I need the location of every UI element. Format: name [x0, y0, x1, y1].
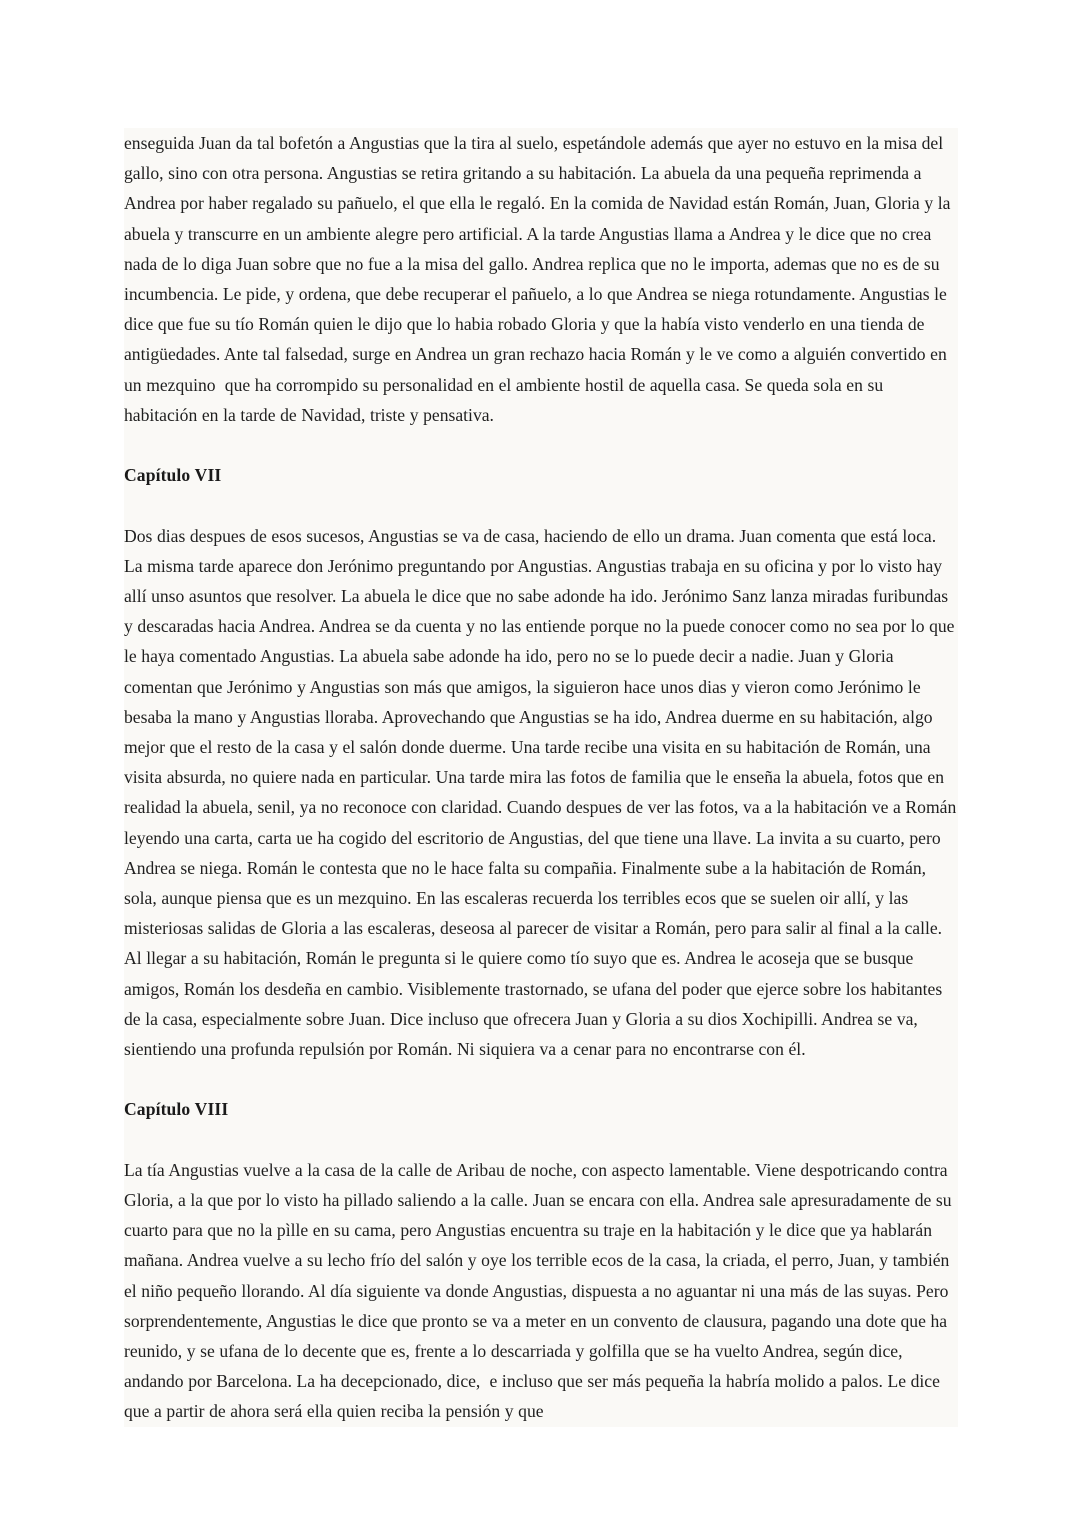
block-spacer [124, 490, 958, 520]
heading-capitulo-viii: Capítulo VIII [124, 1099, 229, 1120]
paragraph-chapter-viii-summary: La tía Angustias vuelve a la casa de la calle de Aribau de noche, con aspecto lamentable. Viene despotricando contra Gloria, a la que por lo visto ha pillado saliendo a la calle. Juan se encara con ella. Andrea sale apresuradamente de su cuarto para que no la pìlle en su cama, pero Angustias encuentra su traje en la habitación y le dice que ya hablarán mañana. Andrea vuelve a su lecho frío del salón y oye los terrible ecos de la casa, la criada, el perro, Juan, y también el niño pequeño llorando. Al día siguiente va donde Angustias, dispuesta a no aguantar ni una más de las suyas. Pero sorprendentemente, Angustias le dice que pronto se va a meter en un convento de clausura, pagando una dote que ha reunido, y se ufana de lo decente que es, frente a lo descarriada y golfilla que se ha vuelto Andrea, según dice, andando por Barcelona. La ha decepcionado, dice, e incluso que ser más pequeña la habría molido a palos. Le dice que a partir de ahora será ella quien reciba la pensión y que [124, 1159, 957, 1422]
paragraph-chapter-vi-summary: enseguida Juan da tal bofetón a Angustias que la tira al suelo, espetándole además que ayer no estuvo en la misa del gallo, sino con otra persona. Angustias se retira gritando a su habitación. La abuela da una pequeña reprimenda a Andrea por haber regalado su pañuelo, el que ella le regaló. En la comida de Navidad están Román, Juan, Gloria y la abuela y transcurre en un ambiente alegre pero artificial. A la tarde Angustias llama a Andrea y le dice que no crea nada de lo diga Juan sobre que no fue a la misa del gallo. Andrea replica que no le importa, ademas que no es de su incumbencia. Le pide, y ordena, que debe recuperar el pañuelo, a lo que Andrea se niega rotundamente. Angustias le dice que fue su tío Román quien le dijo que lo habia robado Gloria y que la había visto venderlo en una tienda de antigüedades. Ante tal falsedad, surge en Andrea un gran rechazo hacia Román y le ve como a alguién convertido en un mezquino que ha corrompido su personalidad en el ambiente hostil de aquella casa. Se queda sola en su habitación en la tarde de Navidad, triste y pensativa. [124, 133, 956, 425]
document-body [124, 128, 961, 1427]
block-spacer [124, 430, 958, 460]
paragraph-chapter-vii-summary: Dos dias despues de esos sucesos, Angustias se va de casa, haciendo de ello un drama. Juan comenta que está loca. La misma tarde aparece don Jerónimo preguntando por Angustias. Angustias trabaja en su oficina y por lo visto hay allí unso asuntos que resolver. La abuela le dice que no sabe adonde ha ido. Jerónimo Sanz lanza miradas furibundas y descaradas hacia Andrea. Andrea se da cuenta y no las entiende porque no la puede conocer como no sea por lo que le haya comentado Angustias. La abuela sabe adonde ha ido, pero no se lo puede decir a nadie. Juan y Gloria comentan que Jerónimo y Angustias son más que amigos, la siguieron hace unos dias y vieron como Jerónimo le besaba la mano y Angustias lloraba. Aprovechando que Angustias se ha ido, Andrea duerme en su habitación, algo mejor que el resto de la casa y el salón donde duerme. Una tarde recibe una visita en su habitación de Román, una visita absurda, no quiere nada en particular. Una tarde mira las fotos de familia que le enseña la abuela, fotos que en realidad la abuela, senil, ya no reconoce con claridad. Cuando despues de ver las fotos, va a la habitación ve a Román leyendo una carta, carta ue ha cogido del escritorio de Angustias, del que tiene una llave. La invita a su cuarto, pero Andrea se niega. Román le contesta que no le hace falta su compañia. Finalmente sube a la habitación de Román, sola, aunque piensa que es un mezquino. En las escaleras recuerda los terribles ecos que se suelen oir allí, y las misteriosas salidas de Gloria a las escaleras, deseosa al parecer de visitar a Román, pero para salir al final a la calle. Al llegar a su habitación, Román le pregunta si le quiere como tío suyo que es. Andrea le acoseja que se busque amigos, Román los desdeña en cambio. Visiblemente trastornado, se ufana del poder que ejerce sobre los habitantes de la casa, especialmente sobre Juan. Dice incluso que ofrecera Juan y Gloria a su dios Xochipilli. Andrea se va, sientiendo una profunda repulsión por Román. Ni siquiera va a cenar para no encontrarse con él. [124, 525, 961, 1060]
heading-capitulo-vii: Capítulo VII [124, 465, 222, 486]
block-spacer [124, 1125, 958, 1155]
document-content-region [124, 128, 961, 1427]
block-spacer [124, 1064, 958, 1094]
